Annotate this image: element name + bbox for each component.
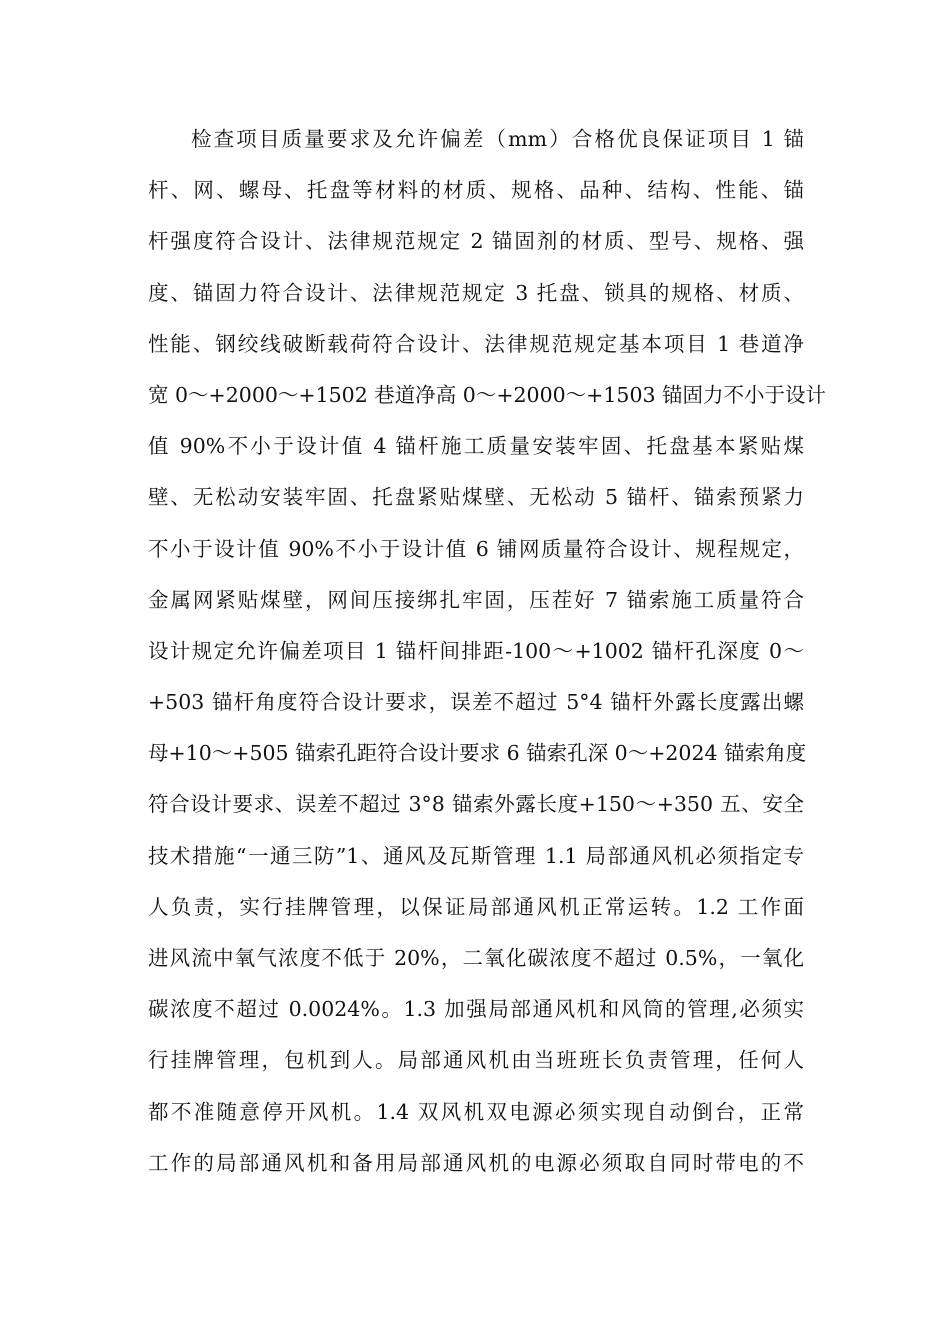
text-line: 进风流中氧气浓度不低于 20%，二氧化碳浓度不超过 0.5%，一氧化: [148, 946, 804, 970]
text-line: 杆强度符合设计、法律规范规定 2 锚固剂的材质、型号、规格、强: [148, 229, 804, 254]
text-line: 性能、钢绞线破断载荷符合设计、法律规范规定基本项目 1 巷道净: [148, 331, 804, 356]
text-line: 不小于设计值 90%不小于设计值 6 铺网质量符合设计、规程规定，: [148, 536, 804, 561]
text-line: 工作的局部通风机和备用局部通风机的电源必须取自同时带电的不: [148, 1150, 804, 1175]
text-line: 杆、网、螺母、托盘等材料的材质、规格、品种、结构、性能、锚: [148, 178, 804, 203]
text-line: 检查项目质量要求及允许偏差（mm）合格优良保证项目 1 锚: [191, 127, 804, 151]
text-line: 都不准随意停开风机。1.4 双风机双电源必须实现自动倒台，正常: [148, 1099, 804, 1124]
text-line: 值 90%不小于设计值 4 锚杆施工质量安装牢固、托盘基本紧贴煤: [148, 434, 804, 459]
text-line: 壁、无松动安装牢固、托盘紧贴煤壁、无松动 5 锚杆、锚索预紧力: [148, 485, 804, 510]
text-line: 碳浓度不超过 0.0024%。1.3 加强局部通风机和风筒的管理,必须实: [148, 997, 804, 1022]
text-line: 人负责，实行挂牌管理，以保证局部通风机正常运转。1.2 工作面: [148, 894, 804, 919]
text-line: 宽 0～+2000～+1502 巷道净高 0～+2000～+1503 锚固力不小于设计: [148, 382, 827, 407]
text-line: 金属网紧贴煤壁，网间压接绑扎牢固，压茬好 7 锚索施工质量符合: [148, 587, 804, 612]
text-line: 母+10～+505 锚索孔距符合设计要求 6 锚索孔深 0～+2024 锚索角度: [148, 741, 807, 766]
text-line: 符合设计要求、误差不超过 3°8 锚索外露长度+150～+350 五、安全: [148, 792, 804, 817]
text-line: 行挂牌管理，包机到人。局部通风机由当班班长负责管理，任何人: [148, 1048, 804, 1073]
text-line: 度、锚固力符合设计、法律规范规定 3 托盘、锁具的规格、材质、: [148, 280, 804, 305]
body-paragraph: [148, 114, 827, 1189]
text-line: +503 锚杆角度符合设计要求，误差不超过 5°4 锚杆外露长度露出螺: [148, 690, 804, 715]
text-line: 技术措施“一通三防”1、通风及瓦斯管理 1.1 局部通风机必须指定专: [148, 843, 804, 868]
text-line: 设计规定允许偏差项目 1 锚杆间排距-100～+1002 锚杆孔深度 0～: [148, 638, 804, 663]
